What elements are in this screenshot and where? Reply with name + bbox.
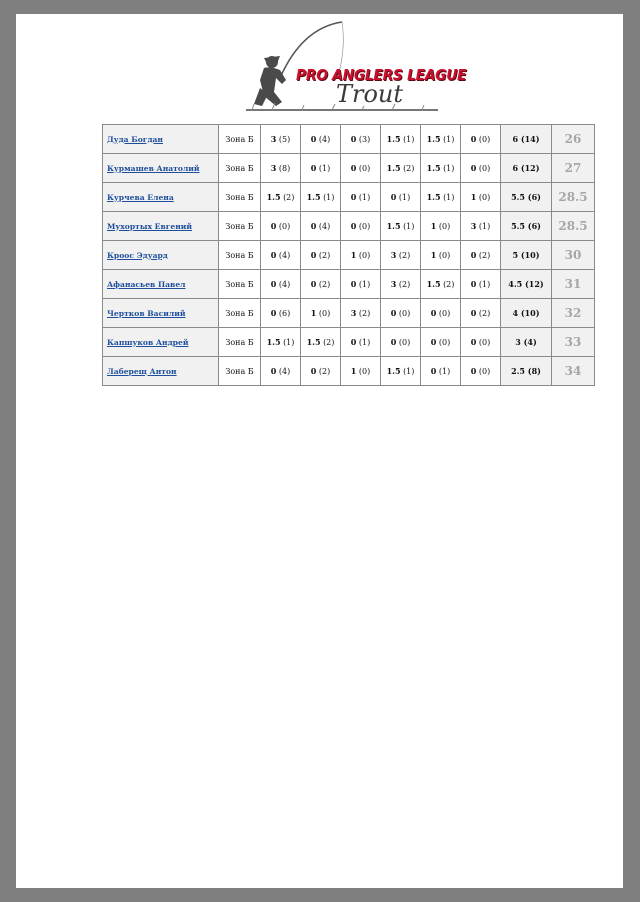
round-score-cell	[381, 154, 421, 183]
round-points: 0	[310, 366, 317, 376]
round-fish-count: (1)	[478, 222, 491, 231]
total-cell: 6 (12)	[501, 154, 552, 183]
round-points: 0	[430, 337, 437, 347]
total-cell: 5 (10)	[501, 241, 552, 270]
round-fish-count: (1)	[403, 222, 415, 231]
place-cell: 28.5	[552, 212, 595, 241]
round-fish-count: (1)	[358, 280, 371, 289]
participant-name-cell[interactable]	[103, 299, 219, 328]
place-cell: 30	[552, 241, 595, 270]
zone-cell: Зона Б	[219, 212, 261, 241]
round-points: 0	[430, 366, 437, 376]
place-cell: 28.5	[552, 183, 595, 212]
round-score-cell	[301, 183, 341, 212]
round-score-cell	[261, 328, 301, 357]
round-fish-count: (0)	[438, 309, 451, 318]
round-score-cell	[301, 299, 341, 328]
round-score-cell	[461, 299, 501, 328]
round-fish-count: (0)	[398, 309, 411, 318]
round-fish-count: (2)	[318, 251, 331, 260]
place-cell: 27	[552, 154, 595, 183]
place-cell: 32	[552, 299, 595, 328]
round-score-cell	[341, 241, 381, 270]
round-score-cell	[261, 154, 301, 183]
round-points: 0	[470, 337, 477, 347]
round-points: 0	[310, 134, 317, 144]
round-fish-count: (1)	[323, 193, 335, 202]
round-fish-count: (2)	[318, 367, 331, 376]
round-points: 0	[270, 366, 277, 376]
table-row	[103, 212, 595, 241]
total-cell: 5.5 (6)	[501, 212, 552, 241]
participant-name-link[interactable]: Чертков Василий	[107, 308, 186, 318]
round-score-cell	[421, 270, 461, 299]
round-score-cell	[461, 125, 501, 154]
round-points: 1.5	[426, 279, 441, 289]
round-points: 0	[350, 163, 357, 173]
round-score-cell	[261, 299, 301, 328]
round-fish-count: (1)	[443, 193, 455, 202]
round-points: 0	[470, 279, 477, 289]
round-points: 0	[390, 337, 397, 347]
round-score-cell	[421, 125, 461, 154]
logo-subtitle: Trout	[336, 80, 404, 108]
round-score-cell	[301, 154, 341, 183]
round-points: 1	[470, 192, 477, 202]
round-fish-count: (4)	[278, 280, 291, 289]
zone-cell: Зона Б	[219, 183, 261, 212]
table-row	[103, 299, 595, 328]
round-points: 1.5	[386, 366, 401, 376]
round-fish-count: (1)	[438, 367, 451, 376]
table-row	[103, 357, 595, 386]
round-fish-count: (1)	[403, 367, 415, 376]
round-points: 0	[430, 308, 437, 318]
participant-name-link[interactable]: Дуда Богдан	[107, 134, 163, 144]
round-fish-count: (2)	[478, 309, 491, 318]
participant-name-link[interactable]: Капшуков Андрей	[107, 337, 189, 347]
zone-cell: Зона Б	[219, 328, 261, 357]
round-score-cell	[421, 183, 461, 212]
table-row	[103, 270, 595, 299]
round-fish-count: (4)	[278, 251, 291, 260]
round-score-cell	[381, 183, 421, 212]
round-score-cell	[301, 270, 341, 299]
round-score-cell	[461, 241, 501, 270]
round-points: 1.5	[426, 192, 441, 202]
round-score-cell	[461, 183, 501, 212]
round-score-cell	[461, 212, 501, 241]
pro-anglers-league-logo	[242, 18, 467, 114]
place-cell: 34	[552, 357, 595, 386]
round-points: 0	[310, 221, 317, 231]
round-fish-count: (1)	[478, 280, 491, 289]
results-table	[102, 124, 595, 386]
zone-cell: Зона Б	[219, 125, 261, 154]
round-score-cell	[301, 241, 341, 270]
round-points: 0	[350, 221, 357, 231]
table-row	[103, 328, 595, 357]
round-fish-count: (0)	[358, 222, 371, 231]
round-points: 1.5	[306, 337, 321, 347]
participant-name-cell[interactable]	[103, 154, 219, 183]
round-points: 1	[430, 250, 437, 260]
round-points: 0	[350, 192, 357, 202]
round-fish-count: (1)	[398, 193, 411, 202]
round-points: 0	[310, 163, 317, 173]
participant-name-cell[interactable]	[103, 328, 219, 357]
round-score-cell	[341, 270, 381, 299]
round-points: 1.5	[386, 163, 401, 173]
round-score-cell	[341, 328, 381, 357]
round-fish-count: (0)	[478, 135, 491, 144]
place-cell: 31	[552, 270, 595, 299]
round-score-cell	[461, 270, 501, 299]
participant-name-cell[interactable]	[103, 270, 219, 299]
round-fish-count: (0)	[438, 251, 451, 260]
round-score-cell	[461, 357, 501, 386]
round-points: 0	[270, 279, 277, 289]
round-score-cell	[341, 183, 381, 212]
round-points: 1.5	[266, 337, 281, 347]
round-score-cell	[421, 328, 461, 357]
participant-name-link[interactable]: Афанасьев Павел	[107, 279, 186, 289]
round-points: 1	[350, 366, 357, 376]
round-score-cell	[421, 154, 461, 183]
round-score-cell	[341, 154, 381, 183]
round-fish-count: (4)	[318, 135, 331, 144]
round-points: 0	[350, 134, 357, 144]
participant-name-cell[interactable]	[103, 183, 219, 212]
round-points: 3	[390, 279, 397, 289]
round-fish-count: (3)	[358, 135, 371, 144]
round-fish-count: (1)	[443, 164, 455, 173]
participant-name-link[interactable]: Курчева Елена	[107, 192, 174, 202]
round-points: 0	[310, 279, 317, 289]
round-points: 0	[390, 308, 397, 318]
total-cell: 6 (14)	[501, 125, 552, 154]
round-fish-count: (2)	[403, 164, 415, 173]
round-points: 1.5	[306, 192, 321, 202]
round-score-cell	[341, 125, 381, 154]
round-points: 1.5	[386, 134, 401, 144]
round-fish-count: (1)	[443, 135, 455, 144]
round-fish-count: (8)	[278, 164, 291, 173]
total-cell: 3 (4)	[501, 328, 552, 357]
participant-name-cell[interactable]	[103, 357, 219, 386]
round-points: 3	[470, 221, 477, 231]
round-fish-count: (0)	[358, 251, 371, 260]
round-fish-count: (2)	[283, 193, 295, 202]
round-fish-count: (0)	[398, 338, 411, 347]
round-fish-count: (2)	[398, 251, 411, 260]
round-score-cell	[381, 212, 421, 241]
zone-cell: Зона Б	[219, 154, 261, 183]
total-cell: 4.5 (12)	[501, 270, 552, 299]
round-score-cell	[421, 241, 461, 270]
round-score-cell	[301, 328, 341, 357]
round-points: 1.5	[266, 192, 281, 202]
round-score-cell	[381, 125, 421, 154]
table-row	[103, 183, 595, 212]
round-fish-count: (0)	[478, 338, 491, 347]
round-points: 1.5	[386, 221, 401, 231]
table-row	[103, 154, 595, 183]
participant-name-cell[interactable]	[103, 212, 219, 241]
round-points: 0	[390, 192, 397, 202]
results-table-body	[103, 125, 595, 386]
participant-name-cell[interactable]	[103, 241, 219, 270]
round-fish-count: (2)	[323, 338, 335, 347]
round-score-cell	[421, 299, 461, 328]
round-fish-count: (2)	[358, 309, 371, 318]
round-fish-count: (2)	[478, 251, 491, 260]
round-fish-count: (2)	[318, 280, 331, 289]
participant-name-link[interactable]: Мухортых Евгений	[107, 221, 193, 231]
round-fish-count: (0)	[358, 367, 371, 376]
round-score-cell	[261, 357, 301, 386]
participant-name-link[interactable]: Лаберещ Антон	[107, 366, 177, 376]
total-cell: 5.5 (6)	[501, 183, 552, 212]
round-points: 3	[270, 134, 277, 144]
round-fish-count: (6)	[278, 309, 291, 318]
place-cell: 33	[552, 328, 595, 357]
round-points: 0	[310, 250, 317, 260]
round-points: 0	[470, 366, 477, 376]
participant-name-link[interactable]: Кроос Эдуард	[107, 250, 168, 260]
round-score-cell	[381, 299, 421, 328]
round-fish-count: (1)	[283, 338, 295, 347]
zone-cell: Зона Б	[219, 357, 261, 386]
round-score-cell	[261, 212, 301, 241]
round-fish-count: (0)	[358, 164, 371, 173]
place-cell: 26	[552, 125, 595, 154]
round-fish-count: (0)	[478, 193, 491, 202]
round-points: 0	[470, 308, 477, 318]
round-score-cell	[261, 125, 301, 154]
round-fish-count: (1)	[318, 164, 331, 173]
round-score-cell	[261, 183, 301, 212]
round-fish-count: (0)	[478, 367, 491, 376]
round-points: 0	[270, 250, 277, 260]
round-fish-count: (1)	[403, 135, 415, 144]
round-score-cell	[261, 241, 301, 270]
round-score-cell	[461, 154, 501, 183]
zone-cell: Зона Б	[219, 270, 261, 299]
round-score-cell	[301, 357, 341, 386]
table-row	[103, 241, 595, 270]
zone-cell: Зона Б	[219, 299, 261, 328]
round-fish-count: (4)	[318, 222, 331, 231]
round-points: 1.5	[426, 134, 441, 144]
round-points: 0	[350, 279, 357, 289]
round-points: 1	[310, 308, 317, 318]
round-score-cell	[381, 241, 421, 270]
round-points: 0	[470, 250, 477, 260]
round-points: 1	[430, 221, 437, 231]
round-score-cell	[301, 212, 341, 241]
round-fish-count: (0)	[478, 164, 491, 173]
round-fish-count: (0)	[278, 222, 291, 231]
round-score-cell	[341, 299, 381, 328]
total-cell: 2.5 (8)	[501, 357, 552, 386]
round-score-cell	[461, 328, 501, 357]
document-page	[16, 14, 623, 888]
round-score-cell	[301, 125, 341, 154]
zone-cell: Зона Б	[219, 241, 261, 270]
round-fish-count: (1)	[358, 193, 371, 202]
round-points: 0	[350, 337, 357, 347]
round-score-cell	[341, 357, 381, 386]
round-points: 3	[270, 163, 277, 173]
participant-name-link[interactable]: Курмашев Анатолий	[107, 163, 200, 173]
round-score-cell	[381, 328, 421, 357]
round-score-cell	[261, 270, 301, 299]
round-fish-count: (1)	[358, 338, 371, 347]
participant-name-cell[interactable]	[103, 125, 219, 154]
table-row	[103, 125, 595, 154]
round-points: 0	[270, 221, 277, 231]
round-score-cell	[421, 212, 461, 241]
round-fish-count: (2)	[443, 280, 455, 289]
round-fish-count: (4)	[278, 367, 291, 376]
round-points: 1	[350, 250, 357, 260]
round-score-cell	[381, 270, 421, 299]
round-score-cell	[341, 212, 381, 241]
round-points: 0	[470, 134, 477, 144]
round-fish-count: (2)	[398, 280, 411, 289]
round-points: 3	[350, 308, 357, 318]
round-fish-count: (0)	[438, 338, 451, 347]
round-fish-count: (5)	[278, 135, 291, 144]
logo-title: PRO ANGLERS LEAGUE	[296, 66, 467, 84]
round-points: 0	[470, 163, 477, 173]
total-cell: 4 (10)	[501, 299, 552, 328]
round-fish-count: (0)	[438, 222, 451, 231]
round-points: 3	[390, 250, 397, 260]
round-points: 0	[270, 308, 277, 318]
round-points: 1.5	[426, 163, 441, 173]
round-fish-count: (0)	[318, 309, 331, 318]
round-score-cell	[381, 357, 421, 386]
round-score-cell	[421, 357, 461, 386]
